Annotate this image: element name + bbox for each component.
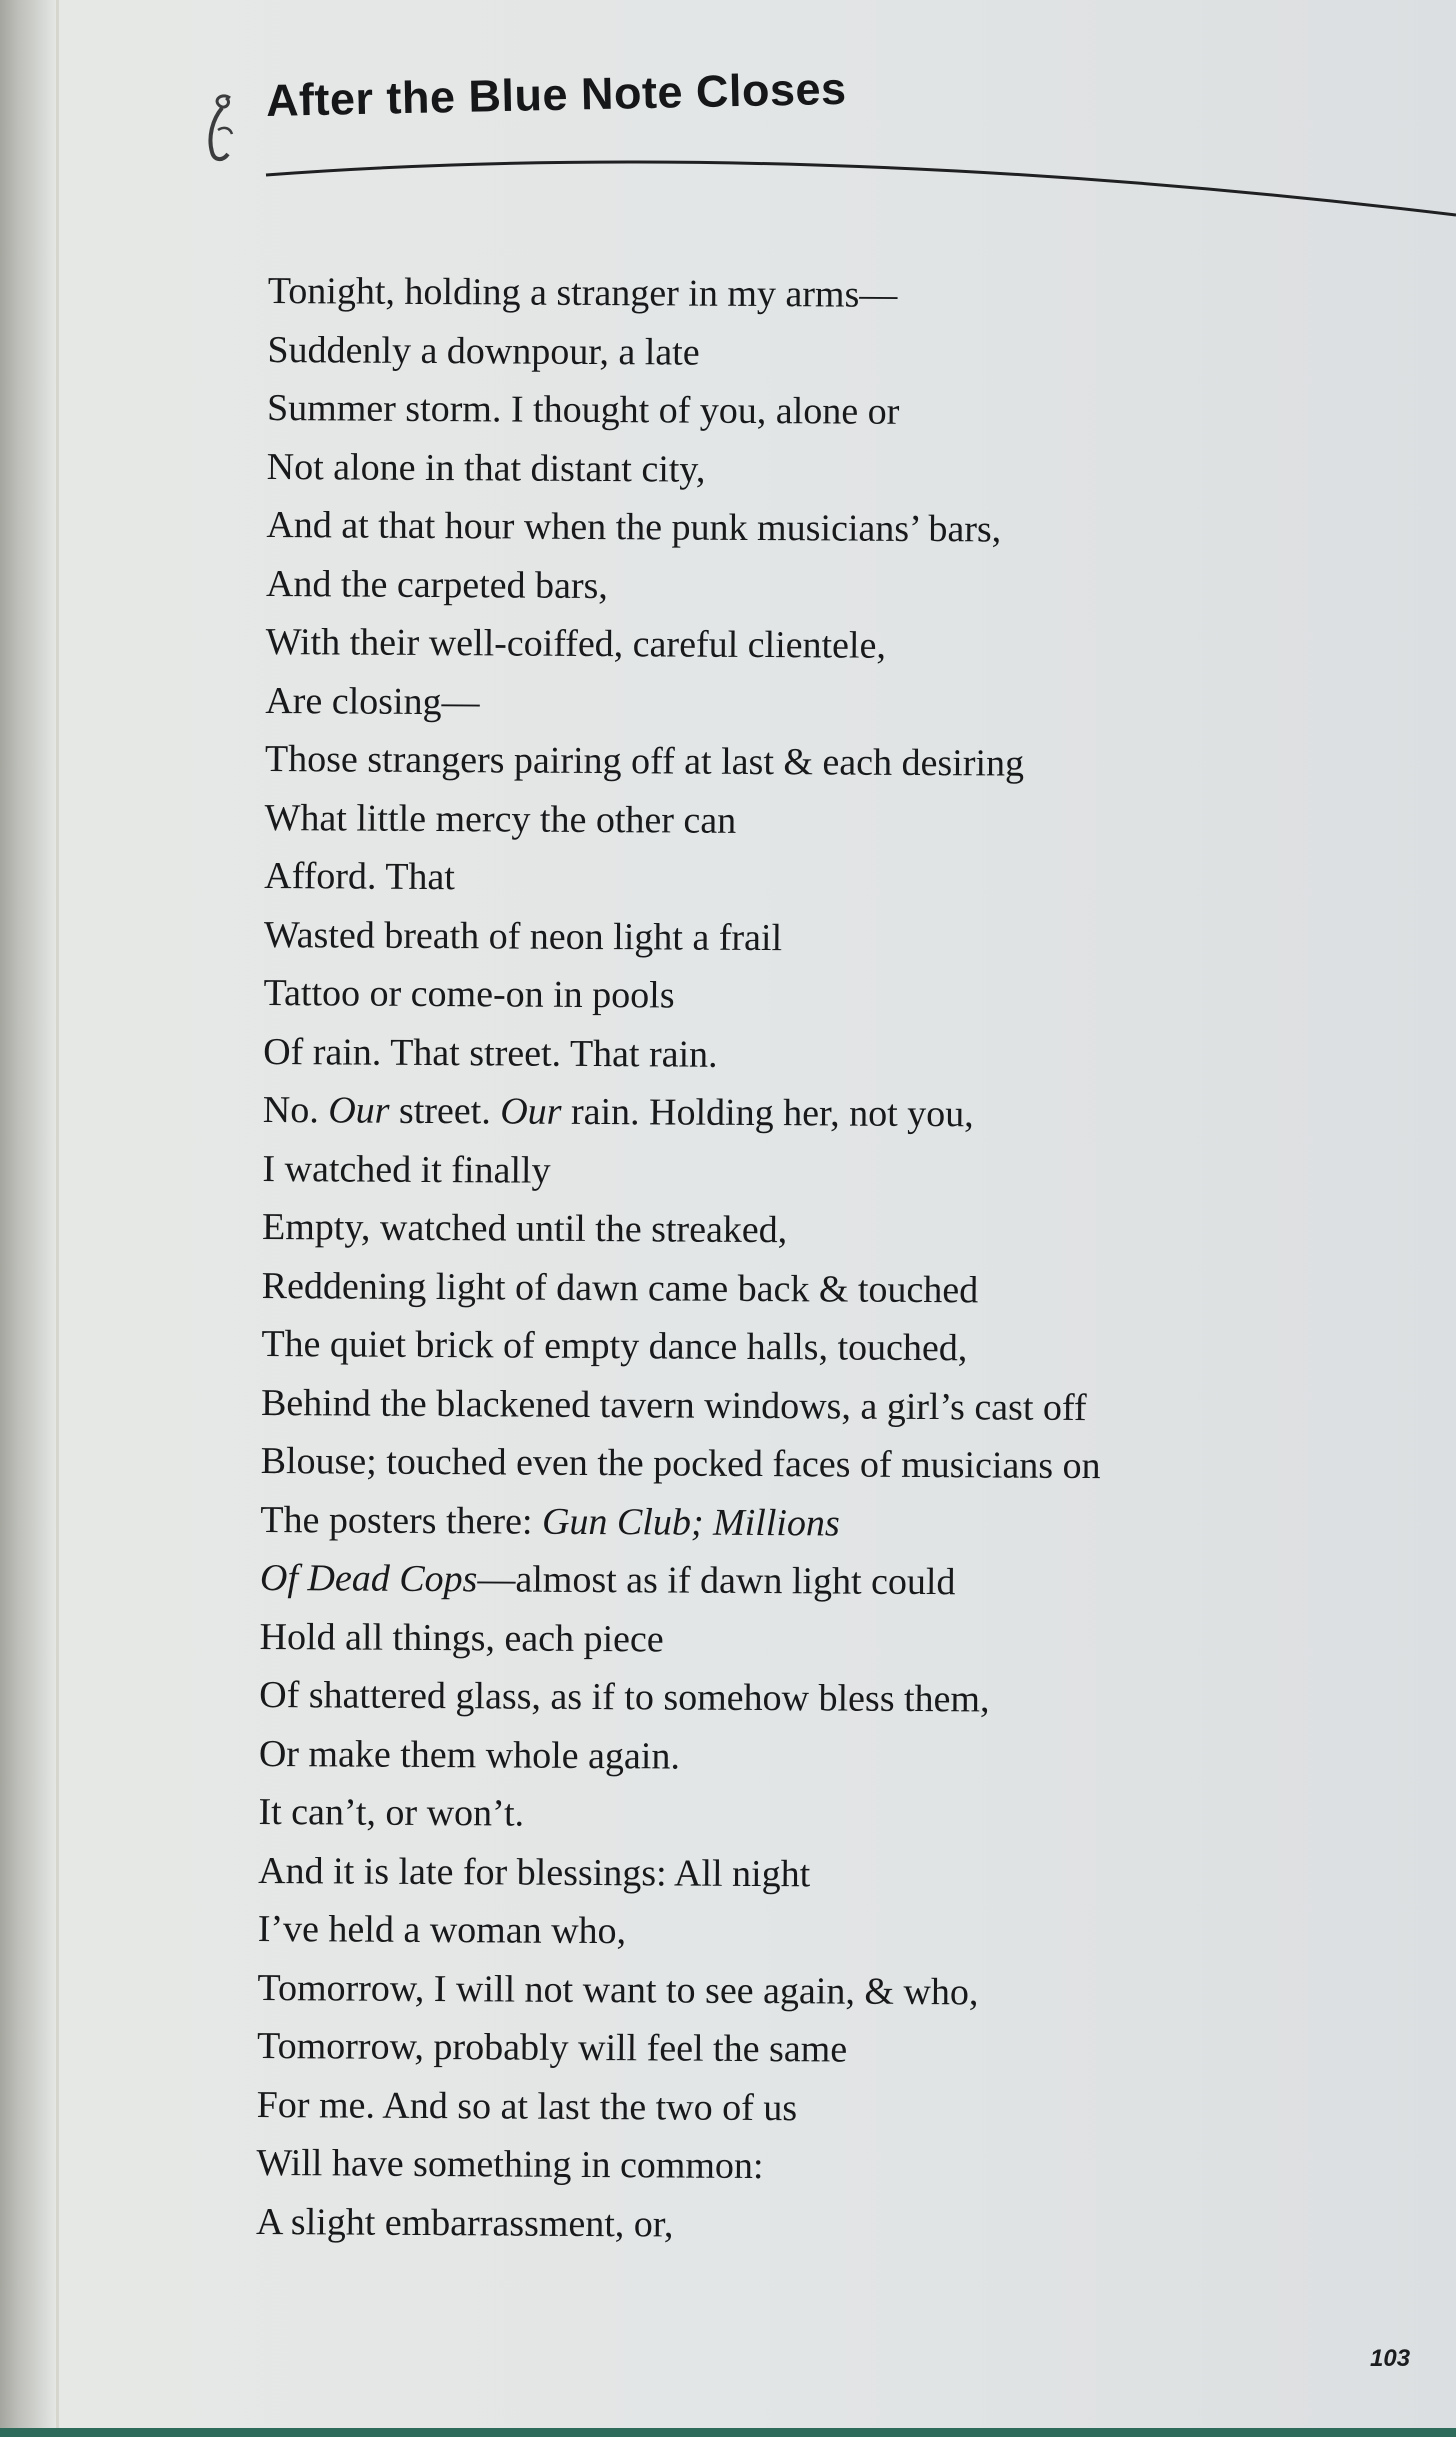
poem-line bbox=[268, 262, 1108, 326]
poem-line bbox=[257, 1958, 1097, 2022]
poem-line-segment: Tomorrow, probably will feel the same bbox=[256, 2024, 848, 2071]
poem-line-segment: Reddening light of dawn came back & touched bbox=[261, 1264, 979, 1311]
poem-line-segment: Those strangers pairing off at last & each desiring bbox=[264, 737, 1025, 785]
poem-line-segment: Tomorrow, I will not want to see again, & who, bbox=[257, 1966, 979, 2013]
poem-line-segment: Summer storm. I thought of you, alone or bbox=[266, 386, 900, 433]
poem-line bbox=[267, 379, 1107, 443]
poem-line bbox=[262, 1198, 1102, 1262]
poem-line-segment: Wasted breath of neon light a frail bbox=[263, 913, 783, 959]
poem-line-segment: The posters there: bbox=[260, 1498, 543, 1543]
poem-line bbox=[263, 1081, 1103, 1145]
decorative-flourish-icon bbox=[200, 90, 244, 170]
poem-line bbox=[263, 964, 1103, 1028]
poem-line-segment: Hold all things, each piece bbox=[259, 1615, 664, 1660]
poem-line bbox=[261, 1315, 1101, 1379]
poem-line-segment: Of shattered glass, as if to somehow bless them, bbox=[259, 1673, 990, 1721]
poem-line bbox=[264, 905, 1104, 969]
poem-line-segment: It can’t, or won’t. bbox=[258, 1790, 525, 1835]
poem-line bbox=[259, 1607, 1099, 1671]
poem-line bbox=[265, 671, 1105, 735]
poem-line-segment: Tattoo or come-on in pools bbox=[263, 971, 675, 1017]
poem-line bbox=[257, 2075, 1097, 2139]
poem-line-segment: And the carpeted bars, bbox=[265, 562, 609, 607]
poem-line bbox=[264, 847, 1104, 911]
poem-line-segment: Blouse; touched even the pocked faces of musicians on bbox=[260, 1439, 1101, 1488]
poem-line-segment: With their well-coiffed, careful clientele, bbox=[265, 620, 887, 667]
poem-line-segment: No. bbox=[262, 1088, 329, 1132]
poem-line bbox=[260, 1432, 1100, 1496]
poem-line bbox=[266, 496, 1106, 560]
poem-line-segment: —almost as if dawn light could bbox=[477, 1558, 956, 1604]
poem-line-segment: I watched it finally bbox=[262, 1147, 551, 1192]
page-number: 103 bbox=[1370, 2345, 1411, 2372]
poem-line-italic-segment: Gun Club; Millions bbox=[541, 1500, 840, 1545]
poem-line bbox=[258, 1783, 1098, 1847]
background-strip bbox=[0, 2428, 1456, 2437]
poem-line-italic-segment: Of Dead Cops bbox=[259, 1556, 478, 1601]
poem-body bbox=[256, 262, 1108, 2256]
poem-line-italic-segment: Our bbox=[500, 1090, 562, 1133]
poem-line bbox=[259, 1724, 1099, 1788]
poem-line-segment: I’ve held a woman who, bbox=[257, 1907, 627, 1953]
poem-line-segment: Are closing— bbox=[265, 679, 480, 723]
poem-line bbox=[257, 2017, 1097, 2081]
poem-line bbox=[267, 437, 1107, 501]
poem-line-segment: rain. Holding her, not you, bbox=[561, 1090, 974, 1136]
poem-line bbox=[266, 554, 1106, 618]
poem-line-segment: Empty, watched until the streaked, bbox=[261, 1205, 788, 1252]
poem-line-segment: The quiet brick of empty dance halls, touched, bbox=[261, 1322, 968, 1370]
poem-line bbox=[263, 1022, 1103, 1086]
poem-line bbox=[260, 1490, 1100, 1554]
poem-line bbox=[262, 1256, 1102, 1320]
poem-line bbox=[259, 1666, 1099, 1730]
poem-line-segment: Suddenly a downpour, a late bbox=[267, 328, 700, 374]
poem-line-segment: And at that hour when the punk musicians’ bars, bbox=[266, 503, 1002, 551]
poem-line-segment: Not alone in that distant city, bbox=[266, 445, 706, 491]
poem-line-segment: Will have something in common: bbox=[256, 2141, 764, 2188]
poem-line-segment: A slight embarrassment, or, bbox=[255, 2200, 674, 2246]
poem-line bbox=[258, 1841, 1098, 1905]
poem-line-segment: And it is late for blessings: All night bbox=[258, 1849, 811, 1895]
poem-line bbox=[267, 320, 1107, 384]
poem-line-segment: What little mercy the other can bbox=[264, 796, 737, 842]
book-gutter-shadow bbox=[0, 0, 56, 2437]
poem-line-italic-segment: Our bbox=[328, 1089, 390, 1132]
poem-line bbox=[256, 2134, 1096, 2198]
poem-line-segment: Behind the blackened tavern windows, a girl’s cast off bbox=[260, 1381, 1087, 1429]
poem-line bbox=[261, 1373, 1101, 1437]
poem-line bbox=[264, 788, 1104, 852]
poem-line-segment: Of rain. That street. That rain. bbox=[263, 1030, 718, 1076]
poem-line bbox=[258, 1900, 1098, 1964]
page-edge bbox=[56, 0, 59, 2437]
poem-line bbox=[262, 1139, 1102, 1203]
poem-line-segment: street. bbox=[389, 1089, 501, 1133]
poem-line bbox=[260, 1549, 1100, 1613]
poem-line-segment: Or make them whole again. bbox=[258, 1732, 681, 1778]
poem-line bbox=[265, 613, 1105, 677]
poem-title: After the Blue Note Closes bbox=[265, 62, 848, 126]
poem-line bbox=[265, 730, 1105, 794]
poem-line bbox=[256, 2192, 1096, 2256]
poem-line-segment: Tonight, holding a stranger in my arms— bbox=[267, 269, 898, 316]
poem-line-segment: For me. And so at last the two of us bbox=[256, 2083, 798, 2129]
poem-line-segment: Afford. That bbox=[264, 854, 456, 899]
